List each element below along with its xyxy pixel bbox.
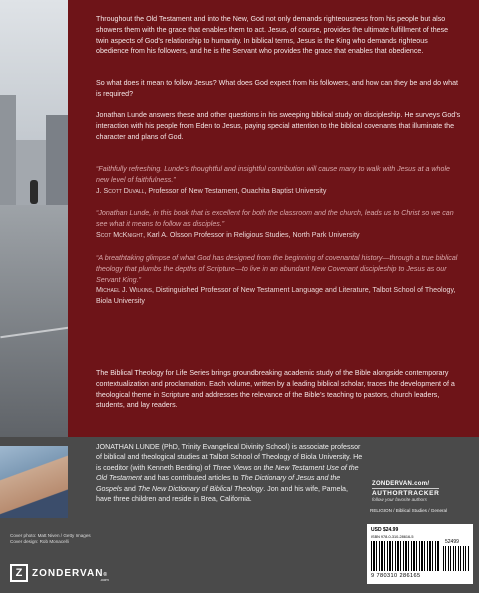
endorser-title: , Distinguished Professor of New Testament Language and Literature, Talbot School of Theology, Biola University: [96, 286, 456, 306]
photo-credit: Cover photo: Matt Niven / Getty Images: [10, 533, 91, 538]
description-paragraph-2: So what does it mean to follow Jesus? What does God expect from his followers, and how can they be and do what is required?: [96, 79, 458, 98]
endorsement: [96, 253, 462, 307]
barcode-block: [367, 524, 473, 584]
price-label: USD $24.99: [371, 527, 399, 533]
cover-credits: [10, 533, 91, 545]
endorser-name: Scot McKnight: [96, 230, 144, 239]
description-paragraph-3: Jonathan Lunde answers these and other questions in his sweeping biblical study on discipleship. He surveys God’s interaction with his people from Eden to Jesus, paying special attention to the biblical covenants that illuminate the character and plans of God.: [96, 111, 461, 141]
barcode-number: 9 780310 286165: [371, 573, 421, 579]
endorsement-attribution: [96, 186, 462, 197]
publisher-com: .com: [100, 577, 109, 582]
endorsement-attribution: [96, 230, 462, 241]
endorsement-quote: “A breathtaking glimpse of what God has designed from the beginning of covenantal history—through a true biblical theology that plumbs the depths of Scripture—to live in an abundant New Covenant discipleship to Jesus as our Servant King.”: [96, 254, 458, 284]
price-barcode-bars: [443, 546, 469, 571]
book-title: Three Views on the New Testament Use of the Old Testament: [96, 463, 359, 483]
price-code: 52499: [445, 539, 459, 545]
author-tracker-logo: [372, 481, 439, 502]
isbn-label: ISBN 978-0-310-28616-5: [371, 535, 414, 539]
photo-building: [0, 95, 16, 215]
endorsement-quote: “Faithfully refreshing. Lunde’s thoughtful and insightful contribution will cause many to walk with Jesus at a whole new level of faithfulness.”: [96, 165, 450, 184]
endorsement: [96, 164, 462, 196]
endorsement-attribution: [96, 285, 462, 307]
book-category: RELIGION / Biblical Studies / General: [370, 508, 448, 513]
endorser-title: , Professor of New Testament, Ouachita Baptist University: [144, 186, 327, 195]
bio-text: and: [122, 484, 138, 493]
design-credit: Cover design: Rob Monacelli: [10, 539, 69, 544]
tracker-url: ZONDERVAN.com/: [372, 481, 430, 487]
registered-mark: ®: [103, 571, 109, 578]
photo-building: [46, 115, 68, 215]
author-bio: [96, 442, 364, 504]
endorsement-quote: “Jonathan Lunde, in this book that is excellent for both the classroom and the church, leads us to Christ so we can see what it means to follow as disciples.”: [96, 209, 454, 228]
photo-walking-person: [30, 180, 38, 204]
endorser-name: Michael J. Wilkins: [96, 286, 152, 295]
barcode-bars: [371, 541, 439, 571]
zondervan-logo-mark: Z: [10, 564, 28, 582]
publisher-name: ZONDERVAN: [32, 567, 104, 579]
series-paragraph: The Biblical Theology for Life Series brings groundbreaking academic study of the Bible alongside contemporary contextualization and proclamation. Each volume, written by a leading biblical scholar, traces the development of a theological theme in Scripture and addresses the relevance of the Bible’s teaching to pastors, church leaders, students, and lay readers.: [96, 369, 455, 410]
tracker-name: AUTHORTRACKER: [372, 490, 440, 497]
bio-text: JONATHAN LUNDE (PhD, Trinity Evangelical Divinity School) is associate professor of biblical and theological studies at Talbot School of Theology of Biola University. He is coeditor (with Kenneth Berding) of: [96, 443, 363, 472]
endorser-title: , Karl A. Olsson Professor in Religious Studies, North Park University: [143, 230, 360, 239]
book-title: The New Dictionary of Biblical Theology: [137, 484, 264, 493]
endorsement: [96, 208, 462, 240]
tracker-tagline: follow your favorite authors: [372, 497, 427, 502]
bio-text: . Jon and his wife, Pamela, have three children and reside in Brea, California.: [96, 484, 348, 504]
description-paragraph-1: Throughout the Old Testament and into the New, God not only demands righteousness from his people but also showers them with the grace that enables them to act. Jesus, of course, provides the ultimate fulfillment of these twin aspects of God’s relationship to humanity. In biblical terms, Jesus is the King who demands righteous obedience from his followers, and he is the Servant who provides the grace that enables that obedience.: [96, 15, 449, 56]
bio-text: and has contributed articles to: [141, 474, 241, 483]
zondervan-logo: [10, 564, 108, 582]
author-photo: [0, 446, 68, 518]
endorser-name: J. Scott Duvall: [96, 186, 145, 195]
book-title: The Dictionary of Jesus and the Gospels: [96, 474, 341, 493]
